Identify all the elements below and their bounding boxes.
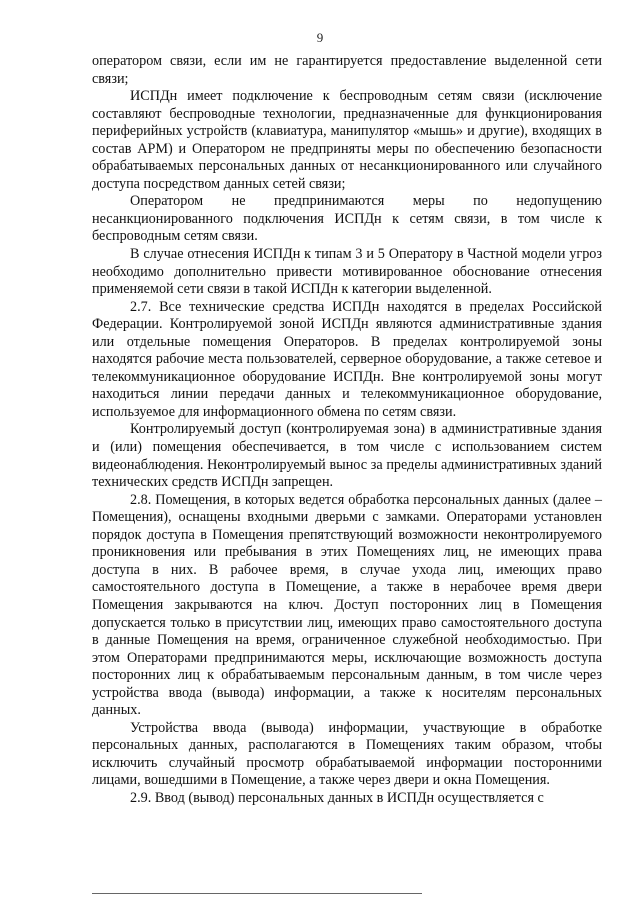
footer-divider xyxy=(92,893,422,894)
paragraph-2-7-controlled-zone: 2.7. Все технические средства ИСПДн находятся в пределах Российской Федерации. Контролируемой зоной ИСПДн являются административные здания или отдельные помещения Операторов. В пределах контролируемой зоны находятся рабочие места пользователей, серверное оборудование, а также сетевое и телекоммуникационное оборудование ИСПДн. Вне контролируемой зоны могут находиться линии передачи данных и телекоммуникационное оборудование, используемое для информационного обмена по сетям связи. xyxy=(92,298,602,420)
page-number: 9 xyxy=(316,30,324,45)
paragraph-wireless-connection: ИСПДн имеет подключение к беспроводным сетям связи (исключение составляют беспроводные технологии, предназначенные для функционирования периферийных устройств (клавиатура, манипулятор «мышь» и другие), входящих в состав АРМ) и Оператором не предприняты меры по обеспечению безопасности обрабатываемых персональных данных от несанкционированного или случайного доступа посредством данных сетей связи; xyxy=(92,88,602,192)
paragraph-io-devices: Устройства ввода (вывода) информации, участвующие в обработке персональных данных, располагаются в Помещениях таким образом, чтобы исключить случайный просмотр обрабатываемой информации посторонними лицами, вошедшими в Помещение, а также через двери и окна Помещения. xyxy=(92,719,602,789)
paragraph-2-8-premises: 2.8. Помещения, в которых ведется обработка персональных данных (далее – Помещения), оснащены входными дверьми с замками. Операторами установлен порядок доступа в Помещения препятствующий возможности неконтролируемого проникновения или пребывания в этих Помещениях лиц, не имеющих права доступа в них. В рабочее время, в случае ухода лиц, имеющих право самостоятельного доступа в Помещение, а также в нерабочее время двери Помещения закрываются на ключ. Доступ посторонних лиц в Помещения допускается только в присутствии лиц, имеющих право самостоятельного доступа в данные Помещения на время, ограниченное служебной необходимостью. При этом Операторами предпринимаются меры, исключающие возможность доступа посторонних лиц к обрабатываемым персональным данным, в том числе через устройства ввода (вывода) информации, а также к носителям персональных данных. xyxy=(92,491,602,719)
paragraph-continuation: оператором связи, если им не гарантируется предоставление выделенной сети связи; xyxy=(92,53,602,87)
document-body xyxy=(92,53,602,808)
paragraph-unauthorized-connection: Оператором не предпринимаются меры по недопущению несанкционированного подключения ИСПДн к сетям связи, в том числе к беспроводным сетям связи. xyxy=(92,193,602,245)
paragraph-2-9-data-input: 2.9. Ввод (вывод) персональных данных в ИСПДн осуществляется с xyxy=(130,789,544,806)
paragraph-controlled-access: Контролируемый доступ (контролируемая зона) в административные здания и (или) помещения обеспечивается, в том числе с использованием систем видеонаблюдения. Неконтролируемый вынос за пределы административных зданий технических средств ИСПДн запрещен. xyxy=(92,421,602,491)
paragraph-types-3-5: В случае отнесения ИСПДн к типам 3 и 5 Оператору в Частной модели угроз необходимо дополнительно привести мотивированное обоснование отнесения применяемой сети связи в такой ИСПДн к категории выделенной. xyxy=(92,246,602,298)
